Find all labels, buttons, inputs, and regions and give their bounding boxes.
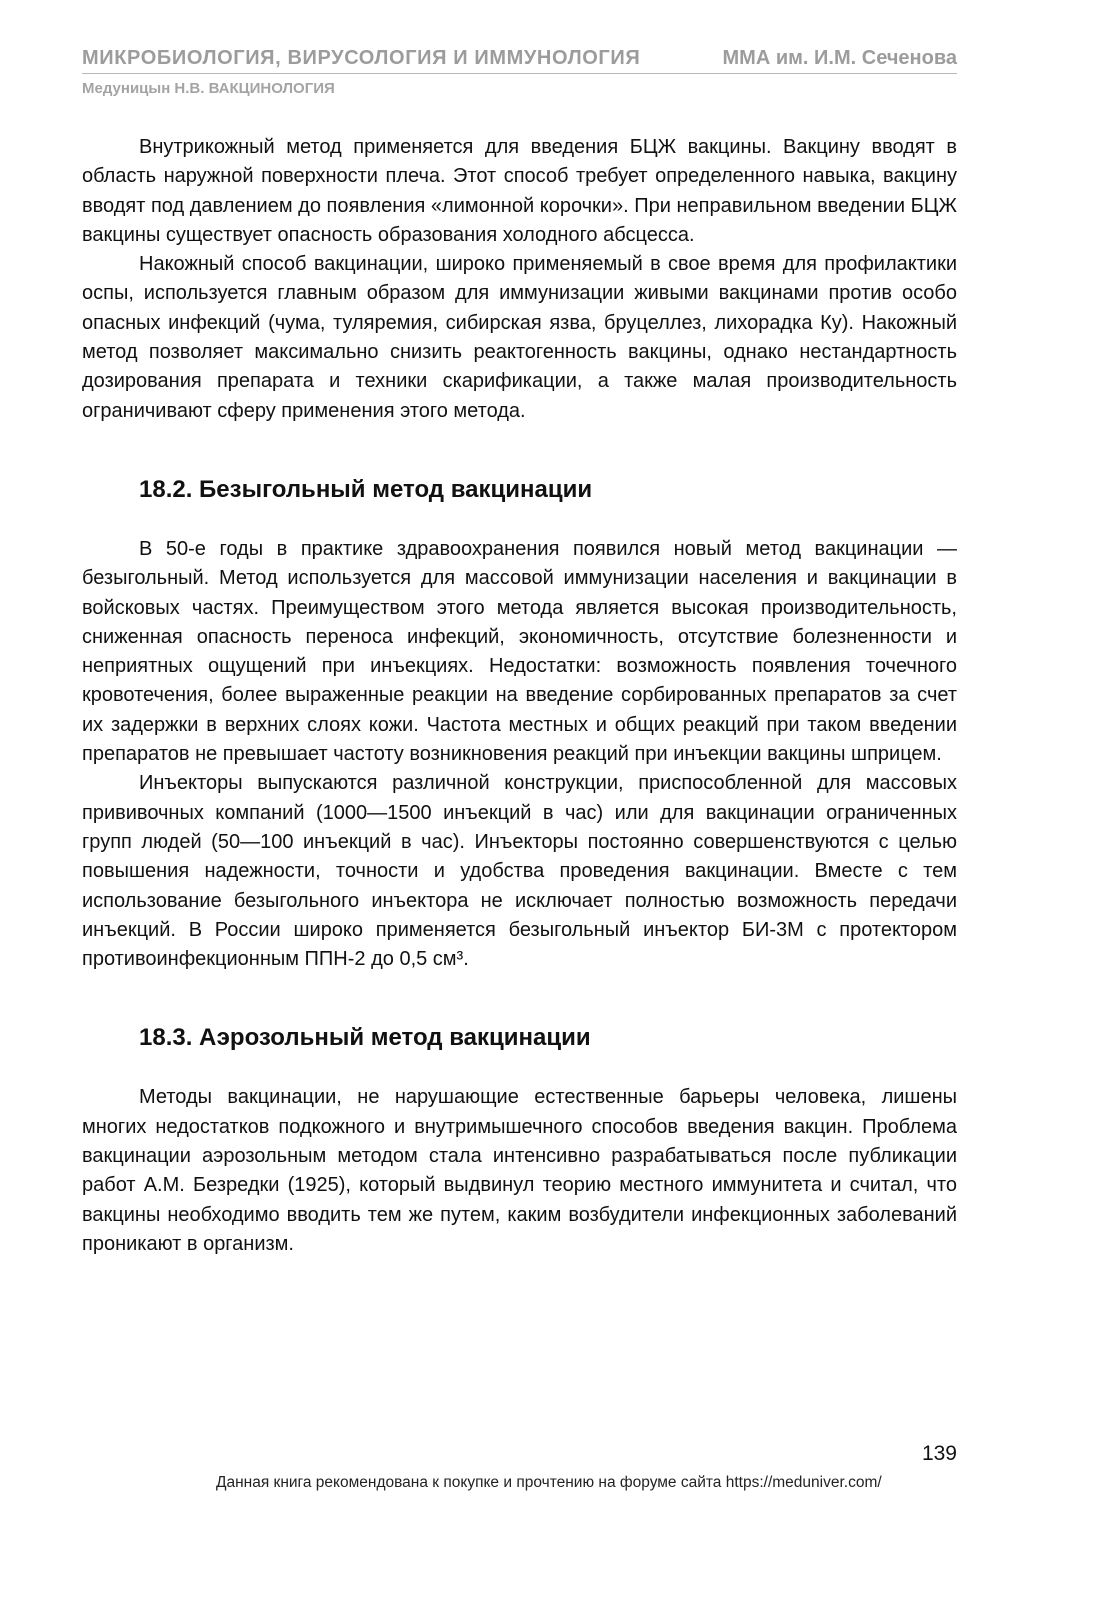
section-title-18-2: 18.2. Безыгольный метод вакцинации (139, 475, 593, 503)
paragraph-injectors: Инъекторы выпускаются различной конструкции, приспособленной для массовых прививочных компаний (1000—1500 инъекций в час) или для вакцинации ограниченных групп людей (50—100 инъекций в час). Инъекторы постоянно совершенствуются с целью повышения надежности, точности и удобства проведения вакцинации. Вместе с тем использование безыгольного инъектора не исключает полностью возможность передачи инъекций. В России широко применяется безыгольный инъектор БИ-3М с протектором противоинфекционным ППН-2 до 0,5 см³. (82, 772, 957, 971)
page-body (82, 133, 957, 1259)
header-book: Медуницын Н.В. ВАКЦИНОЛОГИЯ (82, 80, 335, 97)
paragraph-cutaneous: Накожный способ вакцинации, широко применяемый в свое время для профилактики оспы, используется главным образом для иммунизации живыми вакцинами против особо опасных инфекций (чума, туляремия, сибирская язва, бруцеллез, лихорадка Ку). Накожный метод позволяет максимально снизить реактогенность вакцины, однако нестандартность дозирования препарата и техники скарификации, а также малая производительность ограничивают сферу применения этого метода. (82, 253, 957, 422)
header-subject: МИКРОБИОЛОГИЯ, ВИРУСОЛОГИЯ И ИММУНОЛОГИЯ (82, 47, 641, 69)
paragraph-intradermal: Внутрикожный метод применяется для введения БЦЖ вакцины. Вакцину вводят в область наружной поверхности плеча. Этот способ требует определенного навыка, вакцину вводят под давлением до появления «лимонной корочки». При неправильном введении БЦЖ вакцины существует опасность образования холодного абсцесса. (82, 136, 957, 246)
section-title-18-3: 18.3. Аэрозольный метод вакцинации (139, 1024, 591, 1052)
paragraph-aerosol: Методы вакцинации, не нарушающие естественные барьеры человека, лишены многих недостатков подкожного и внутримышечного способов введения вакцин. Проблема вакцинации аэрозольным методом стала интенсивно разрабатываться после публикации работ А.М. Безредки (1925), который выдвинул теорию местного иммунитета и считал, что вакцины необходимо вводить тем же путем, каким возбудители инфекционных заболеваний проникают в организм. (82, 1086, 957, 1255)
header-institution: ММА им. И.М. Сеченова (722, 47, 957, 69)
footer-note: Данная книга рекомендована к покупке и прочтению на форуме сайта https://meduniver.com/ (216, 1474, 882, 1491)
running-header (82, 47, 957, 74)
page-number: 139 (921, 1442, 957, 1465)
paragraph-needle-free-intro: В 50-е годы в практике здравоохранения появился новый метод вакцинации — безыгольный. Метод используется для массовой иммунизации населения и вакцинации в войсковых частях. Преимуществом этого метода является высокая производительность, сниженная опасность переноса инфекций, экономичность, отсутствие болезненности и неприятных ощущений при инъекциях. Недостатки: возможность появления точечного кровотечения, более выраженные реакции на введение сорбированных препаратов за счет их задержки в верхних слоях кожи. Частота местных и общих реакций при таком введении препаратов не превышает частоту возникновения реакций при инъекции вакцины шприцем. (82, 537, 957, 766)
